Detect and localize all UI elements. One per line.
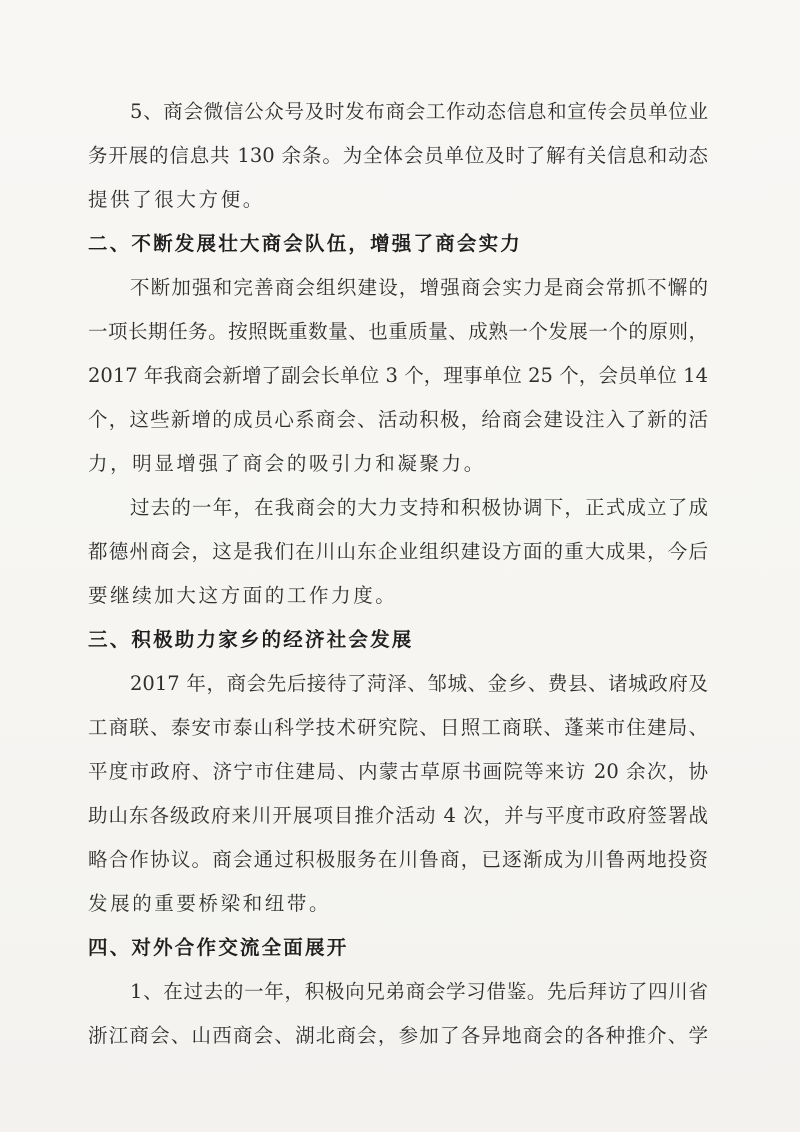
text-line: 务开展的信息共 130 余条。为全体会员单位及时了解有关信息和动态 xyxy=(88,144,708,167)
text-line: 浙江商会、山西商会、湖北商会，参加了各异地商会的各种推介、学 xyxy=(88,1024,708,1047)
section-heading: 四、对外合作交流全面展开 xyxy=(88,936,349,959)
text-line: 工商联、泰安市泰山科学技术研究院、日照工商联、蓬莱市住建局、 xyxy=(88,716,708,739)
text-line: 提供了很大方便。 xyxy=(88,188,265,211)
text-line: 平度市政府、济宁市住建局、内蒙古草原书画院等来访 20 余次，协 xyxy=(88,760,708,783)
text-line: 不断加强和完善商会组织建设，增强商会实力是商会常抓不懈的 xyxy=(130,276,708,299)
text-line: 2017 年，商会先后接待了菏泽、邹城、金乡、费县、诸城政府及 xyxy=(130,672,708,695)
text-line: 5、商会微信公众号及时发布商会工作动态信息和宣传会员单位业 xyxy=(130,100,708,123)
section-heading: 三、积极助力家乡的经济社会发展 xyxy=(88,628,414,651)
text-line: 一项长期任务。按照既重数量、也重质量、成熟一个发展一个的原则， xyxy=(88,320,708,343)
text-line: 要继续加大这方面的工作力度。 xyxy=(88,584,398,607)
text-line: 都德州商会，这是我们在川山东企业组织建设方面的重大成果，今后 xyxy=(88,540,708,563)
text-line: 1、在过去的一年，积极向兄弟商会学习借鉴。先后拜访了四川省 xyxy=(130,980,708,1003)
text-line: 略合作协议。商会通过积极服务在川鲁商，已逐渐成为川鲁两地投资 xyxy=(88,848,708,871)
section-heading: 二、不断发展壮大商会队伍，增强了商会实力 xyxy=(88,232,523,255)
text-line: 过去的一年，在我商会的大力支持和积极协调下，正式成立了成 xyxy=(130,496,708,519)
text-line: 发展的重要桥梁和纽带。 xyxy=(88,892,332,915)
text-line: 个，这些新增的成员心系商会、活动积极，给商会建设注入了新的活 xyxy=(88,408,708,431)
text-line: 助山东各级政府来川开展项目推介活动 4 次，并与平度市政府签署战 xyxy=(88,804,708,827)
text-line: 力，明显增强了商会的吸引力和凝聚力。 xyxy=(88,452,486,475)
text-line: 2017 年我商会新增了副会长单位 3 个，理事单位 25 个，会员单位 14 xyxy=(88,364,708,387)
